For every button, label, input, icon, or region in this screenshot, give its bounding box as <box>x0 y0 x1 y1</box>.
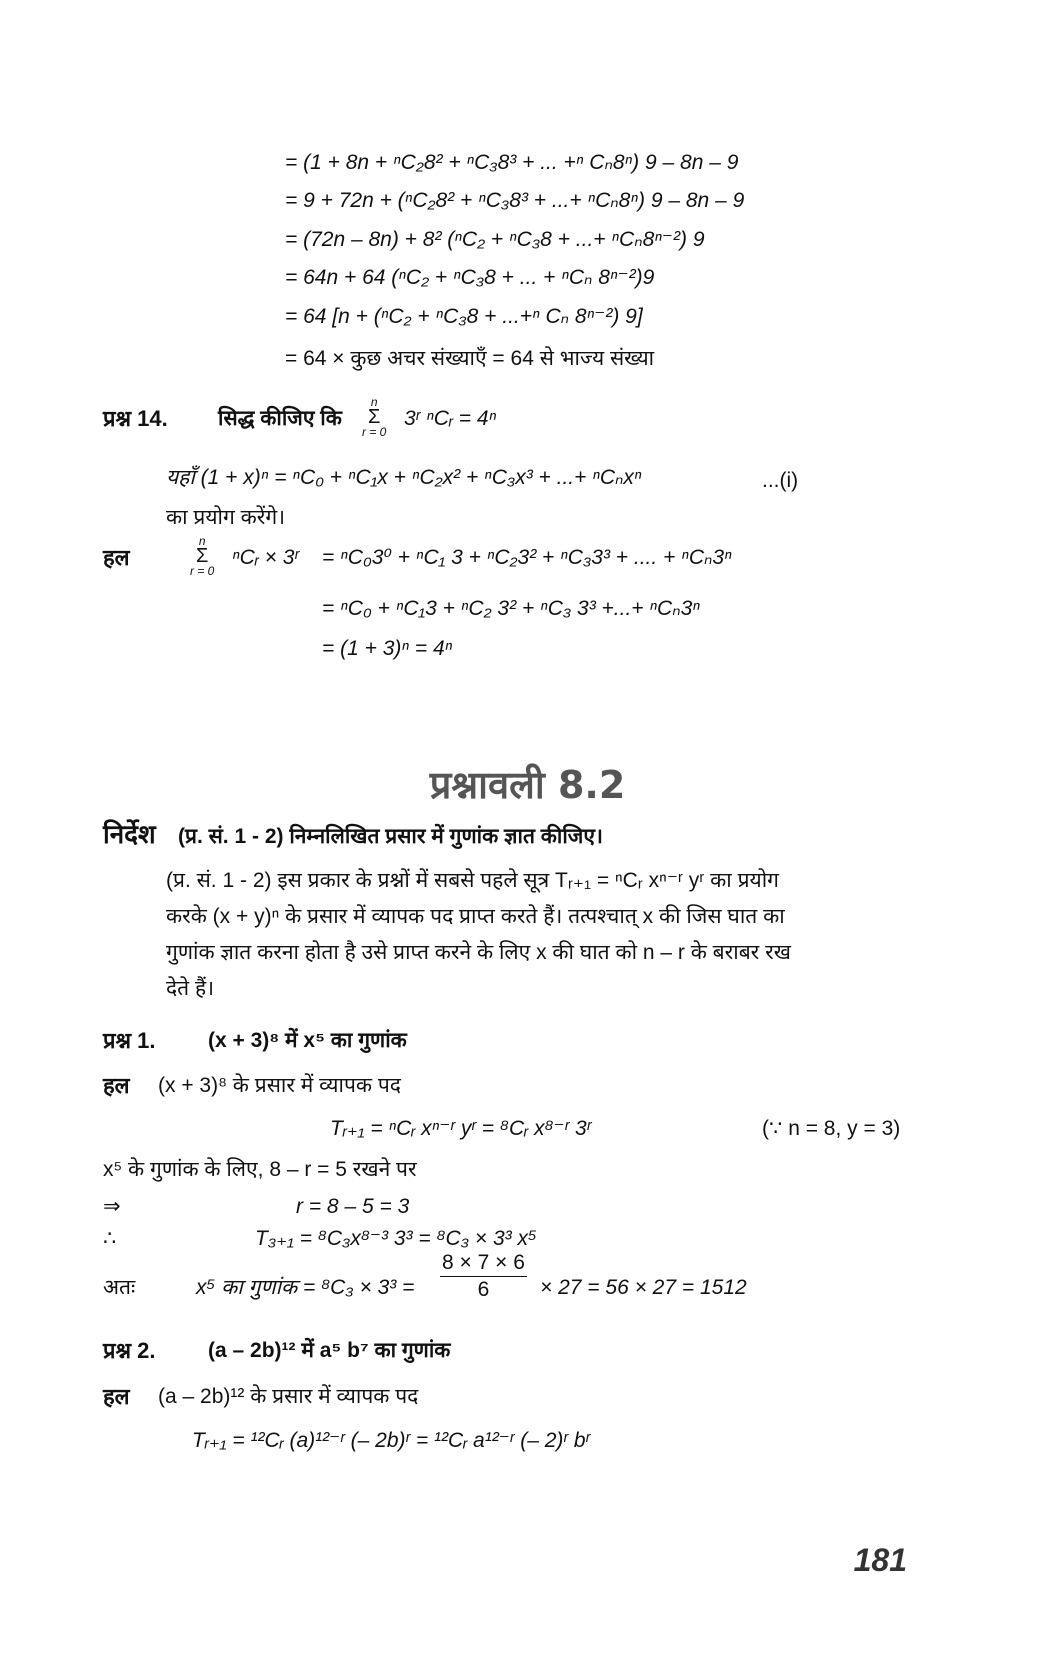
q14-sol-sum-top: n <box>198 534 206 548</box>
q1-solution-label: हल <box>103 1073 130 1098</box>
page-number: 181 <box>853 1542 907 1578</box>
q1-statement: (x + 3)⁸ में x⁵ का गुणांक <box>208 1029 407 1052</box>
q14-solution-summation <box>190 535 214 577</box>
q1-fraction-denominator: 6 <box>477 1278 490 1301</box>
proof-step-1: = (1 + 8n + ⁿC₂8² + ⁿC₃8³ + ... +ⁿ Cₙ8ⁿ) 9 – 8n – 9 <box>285 151 739 174</box>
q2-solution-label: हल <box>103 1384 130 1409</box>
q1-line1: (x + 3)⁸ के प्रसार में व्यापक पद <box>158 1074 401 1097</box>
q14-sol-sum-sigma: Σ <box>195 545 209 567</box>
q2-line1: (a – 2b)¹² के प्रसार में व्यापक पद <box>158 1385 419 1408</box>
q1-line3: x⁵ के गुणांक के लिए, 8 – r = 5 रखने पर <box>103 1158 417 1181</box>
q14-hint-ref: ...(i) <box>762 469 799 492</box>
note-line-2: करके (x + y)ⁿ के प्रसार में व्यापक पद प्राप्त करते हैं। तत्पश्चात् x की जिस घात का <box>166 905 785 928</box>
q14-solution-sum-expr: ⁿCᵣ × 3ʳ <box>232 546 300 569</box>
q14-hint-line1: यहाँ (1 + x)ⁿ = ⁿC₀ + ⁿC₁x + ⁿC₂x² + ⁿC₃x³ + ...+ ⁿCₙxⁿ <box>166 466 642 489</box>
q1-line5: T₃₊₁ = ⁸C₃x⁸⁻³ 3³ = ⁸C₃ × 3³ x⁵ <box>255 1227 537 1250</box>
q1-line6-pre: x⁵ का गुणांक = ⁸C₃ × 3³ = <box>196 1276 415 1299</box>
q1-fraction <box>440 1250 527 1303</box>
q1-label: प्रश्न 1. <box>103 1028 156 1053</box>
q1-fraction-numerator: 8 × 7 × 6 <box>440 1250 527 1277</box>
proof-step-5: = 64 [n + (ⁿC₂ + ⁿC₃8 + ...+ⁿ Cₙ 8ⁿ⁻²) 9] <box>285 305 643 328</box>
q2-line2: Tᵣ₊₁ = ¹²Cᵣ (a)¹²⁻ʳ (– 2b)ʳ = ¹²Cᵣ a¹²⁻ʳ (– 2)ʳ bʳ <box>192 1429 591 1452</box>
note-line-3: गुणांक ज्ञात करना होता है उसे प्राप्त करने के लिए x की घात को n – r के बराबर रख <box>166 941 791 964</box>
note-line-4: देते हैं। <box>166 977 215 1000</box>
q1-line2-note: (∵ n = 8, y = 3) <box>762 1117 901 1140</box>
q14-solution-line3: = (1 + 3)ⁿ = 4ⁿ <box>322 637 453 660</box>
q1-line4: r = 8 – 5 = 3 <box>296 1195 410 1218</box>
proof-step-2: = 9 + 72n + (ⁿC₂8² + ⁿC₃8³ + ...+ ⁿCₙ8ⁿ) 9 – 8n – 9 <box>285 189 745 212</box>
q14-sum-sigma: Σ <box>367 406 381 428</box>
direction-text: (प्र. सं. 1 - 2) निम्नलिखित प्रसार में गुणांक ज्ञात कीजिए। <box>178 825 603 848</box>
q14-sum-top: n <box>370 395 378 409</box>
exercise-heading: प्रश्नावली 8.2 <box>429 763 626 807</box>
q14-statement-prefix: सिद्ध कीजिए कि <box>218 407 342 430</box>
q14-solution-line1: = ⁿC₀3⁰ + ⁿC₁ 3 + ⁿC₂3² + ⁿC₃3³ + .... + ⁿCₙ3ⁿ <box>322 546 732 569</box>
note-line-1: (प्र. सं. 1 - 2) इस प्रकार के प्रश्नों में सबसे पहले सूत्र Tᵣ₊₁ = ⁿCᵣ xⁿ⁻ʳ yʳ का प्रयोग <box>166 869 779 892</box>
q1-line5-symbol: ∴ <box>103 1227 117 1250</box>
q1-line4-symbol: ⇒ <box>103 1195 121 1218</box>
q2-statement: (a – 2b)¹² में a⁵ b⁷ का गुणांक <box>208 1339 451 1362</box>
q1-line6-post: × 27 = 56 × 27 = 1512 <box>540 1276 747 1299</box>
q14-sum-bottom: r = 0 <box>362 425 387 439</box>
q14-statement-expr: 3ʳ ⁿCᵣ = 4ⁿ <box>404 407 497 430</box>
q14-summation <box>362 396 386 438</box>
direction-label: निर्देश <box>103 819 156 849</box>
q1-line2: Tᵣ₊₁ = ⁿCᵣ xⁿ⁻ʳ yʳ = ⁸Cᵣ x⁸⁻ʳ 3ʳ <box>330 1117 592 1140</box>
q14-hint-line2: का प्रयोग करेंगे। <box>166 506 286 529</box>
q14-label: प्रश्न 14. <box>103 406 168 431</box>
proof-step-3: = (72n – 8n) + 8² (ⁿC₂ + ⁿC₃8 + ...+ ⁿCₙ8ⁿ⁻²) 9 <box>285 228 705 251</box>
q14-sol-sum-bottom: r = 0 <box>190 564 215 578</box>
q2-label: प्रश्न 2. <box>103 1338 156 1363</box>
proof-step-4: = 64n + 64 (ⁿC₂ + ⁿC₃8 + ... + ⁿCₙ 8ⁿ⁻²)9 <box>285 266 655 289</box>
proof-step-6: = 64 × कुछ अचर संख्याएँ = 64 से भाज्य संख्या <box>285 347 655 370</box>
q14-solution-label: हल <box>103 545 130 570</box>
q1-line6-symbol: अतः <box>103 1276 136 1299</box>
q14-solution-line2: = ⁿC₀ + ⁿC₁3 + ⁿC₂ 3² + ⁿC₃ 3³ +...+ ⁿCₙ3ⁿ <box>322 597 700 620</box>
